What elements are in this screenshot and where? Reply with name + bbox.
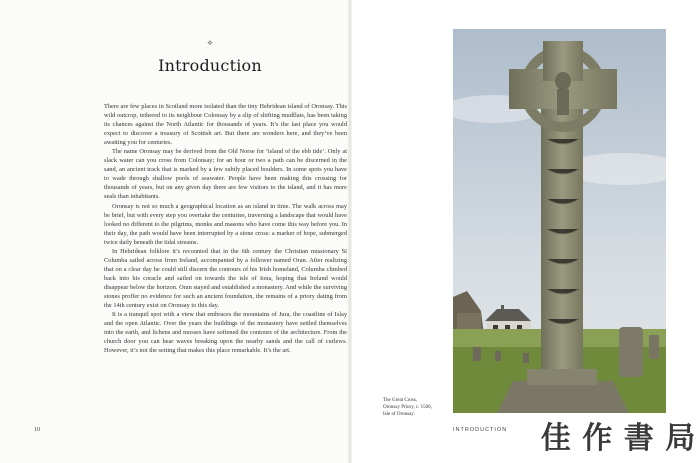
paragraph: Oronsay is not so much a geographical location as an island in time. The walk across may be brief, but with every step you overtake the centuries, traversing a landscape that would have looked no different to the pilgrims, monks and masons who have come this way before you. In their day, the path would have been interrupted by a stone cross: a marker of hope, submerged twice daily beneath the tidal streams. [104, 202, 347, 246]
paragraph: There are few places in Scotland more isolated than the tiny Hebridean island of Oronsay. This wild outcrop, tethered to its neighbour Colonsay by a slip of shifting mudflats, has been taking its chances against the North Atlantic for thousands of years. It’s the last place you would expect to discover a treasury of Scottish art. But there are wonders here, and they’ve been awaiting you for centuries. [104, 103, 347, 147]
body-text [104, 102, 347, 355]
page-number: 10 [34, 427, 40, 433]
caption-line: Isle of Oronsay. [383, 412, 415, 417]
watermark-char: 作 [582, 421, 613, 456]
watermark-char: 局 [665, 421, 696, 456]
celtic-cross-photo [453, 29, 666, 413]
watermark-char: 書 [623, 421, 654, 456]
page-title: Introduction [158, 56, 262, 75]
title-ornament: ⟡ [207, 38, 213, 47]
paragraph: In Hebridean folklore it’s recounted that in the 6th century the Christian missionary St Columba sailed across from Ireland, accompanied by a follower named Oran. After realizing that on a clear day he could still discern the contours of his Irish homeland, Columba climbed back into his coracle and sailed on towards the isle of Iona, hoping that Ireland would disappear below the horizon. Oran stayed and established a monastery. And while the surviving stones proffer no evidence for such an ancient foundation, the remains of a priory dating from the 14th century exist on Oronsay to this day. [104, 247, 347, 310]
watermark-char: 佳 [540, 421, 571, 456]
publisher-watermark [536, 419, 700, 461]
photo-caption [383, 397, 449, 418]
caption-line: Oronsay Priory, c. 1500, [383, 405, 432, 410]
running-head: INTRODUCTION [453, 427, 508, 433]
paragraph: The name Oronsay may be derived from the Old Norse for ‘island of the ebb tide’. Only at slack water can you cross from Colonsay; for an hour or two a path can be discerned in the sand, an ancient track that is marked by a few subtly placed boulders. In some spots you have to wade through shallow pools of seawater. People have been making this crossing for thousands of years, but on any given day there are few visitors to the island, and it has more seals than inhabitants. [104, 148, 347, 201]
paragraph: It is a tranquil spot with a view that embraces the mountains of Jura, the coastline of Islay and the open Atlantic. Over the years the buildings of the monastery have settled themselves into the earth, and lichens and mosses have softened the contours of the architecture. From the church door you can hear waves breaking upon the nearby sands and the call of curlews. However, it’s not the setting that makes this place remarkable. It’s the art. [104, 311, 347, 355]
caption-line: The Great Cross, [383, 398, 418, 403]
